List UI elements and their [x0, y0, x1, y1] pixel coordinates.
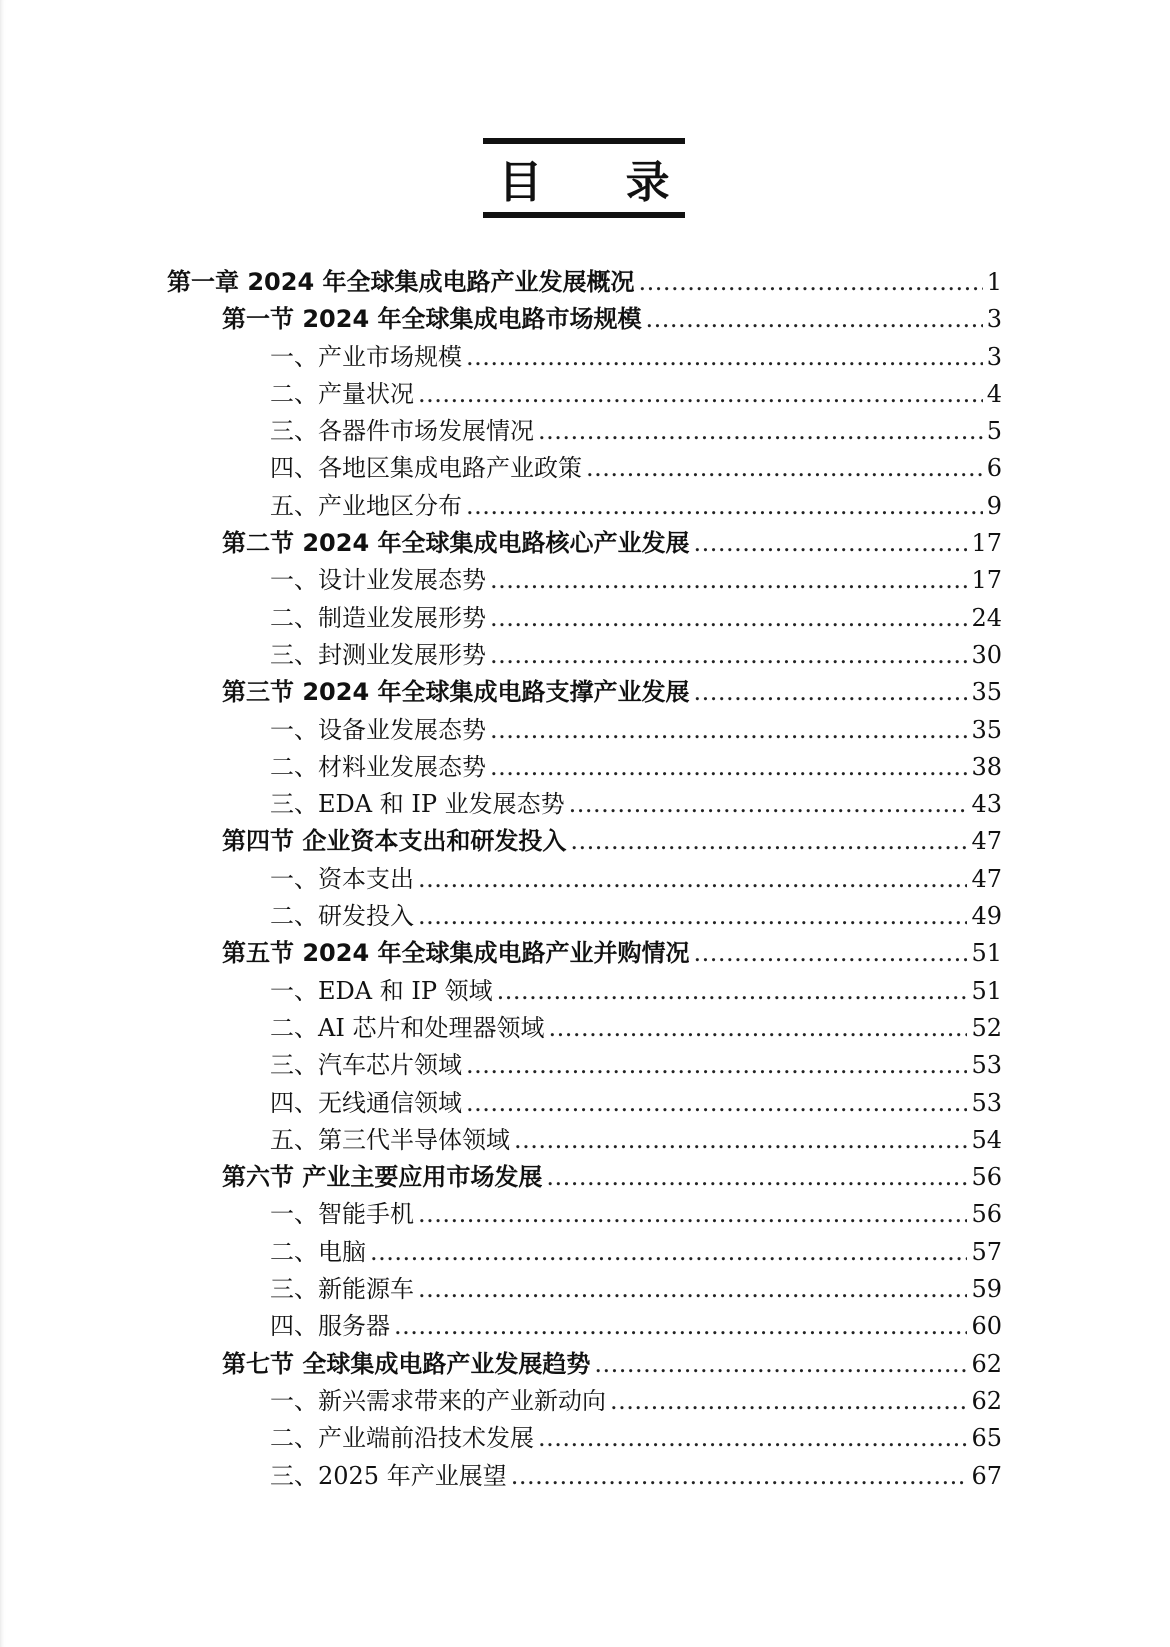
toc-section-entry[interactable]: [167, 674, 1002, 711]
toc-entry-label: 第四节 企业资本支出和研发投入: [222, 827, 567, 856]
dot-leader: [466, 339, 983, 376]
dot-leader: [490, 600, 967, 637]
toc-page-number: 52: [971, 1013, 1002, 1042]
toc-entry-label: 五、产业地区分布: [270, 491, 462, 520]
toc-subsection-entry[interactable]: [167, 861, 1002, 898]
toc-subsection-entry[interactable]: [167, 488, 1002, 525]
toc-entry-label: 一、设备业发展态势: [270, 715, 486, 744]
dot-leader: [514, 1122, 967, 1159]
toc-page-number: 56: [971, 1200, 1002, 1229]
toc-entry-label: 第一节 2024 年全球集成电路市场规模: [222, 305, 642, 334]
toc-subsection-entry[interactable]: [167, 712, 1002, 749]
toc-entry-label: 二、研发投入: [270, 902, 414, 931]
toc-section-entry[interactable]: [167, 301, 1002, 338]
toc-page-number: 65: [971, 1424, 1002, 1453]
toc-section-entry[interactable]: [167, 935, 1002, 972]
dot-leader: [694, 525, 968, 562]
toc-title-box: [483, 138, 704, 218]
toc-entry-label: 二、产业端前沿技术发展: [270, 1424, 534, 1453]
dot-leader: [570, 823, 967, 860]
toc-page-number: 62: [971, 1386, 1002, 1415]
toc-entry-label: 第五节 2024 年全球集成电路产业并购情况: [222, 939, 690, 968]
toc-subsection-entry[interactable]: [167, 1047, 1002, 1084]
dot-leader: [610, 1383, 967, 1420]
toc-page-number: 54: [971, 1125, 1002, 1154]
toc-page-number: 67: [971, 1461, 1002, 1490]
dot-leader: [569, 786, 968, 823]
toc-entry-label: 第六节 产业主要应用市场发展: [222, 1163, 543, 1192]
toc-page-number: 47: [971, 827, 1002, 856]
toc-subsection-entry[interactable]: [167, 450, 1002, 487]
dot-leader: [538, 1420, 967, 1457]
toc-subsection-entry[interactable]: [167, 376, 1002, 413]
toc-entry-label: 一、设计业发展态势: [270, 566, 486, 595]
toc-entry-label: 二、制造业发展形势: [270, 603, 486, 632]
toc-page-number: 17: [971, 566, 1002, 595]
table-of-contents: [167, 264, 1002, 1495]
toc-page-number: 56: [971, 1163, 1002, 1192]
toc-subsection-entry[interactable]: [167, 973, 1002, 1010]
dot-leader: [646, 301, 983, 338]
toc-page-number: 60: [971, 1312, 1002, 1341]
dot-leader: [490, 562, 967, 599]
toc-entry-label: 三、新能源车: [270, 1275, 414, 1304]
toc-section-entry[interactable]: [167, 823, 1002, 860]
toc-page-number: 62: [971, 1349, 1002, 1378]
toc-subsection-entry[interactable]: [167, 1458, 1002, 1495]
toc-entry-label: 三、封测业发展形势: [270, 640, 486, 669]
dot-leader: [466, 1085, 967, 1122]
toc-entry-label: 一、EDA 和 IP 领域: [270, 976, 493, 1005]
toc-subsection-entry[interactable]: [167, 1271, 1002, 1308]
toc-page-number: 51: [971, 976, 1002, 1005]
dot-leader: [490, 749, 967, 786]
toc-subsection-entry[interactable]: [167, 1085, 1002, 1122]
toc-entry-label: 二、AI 芯片和处理器领域: [270, 1013, 545, 1042]
toc-page-number: 1: [986, 268, 1002, 296]
toc-page-number: 35: [971, 715, 1002, 744]
dot-leader: [694, 674, 968, 711]
dot-leader: [418, 376, 983, 413]
toc-entry-label: 一、智能手机: [270, 1200, 414, 1229]
toc-entry-label: 二、材料业发展态势: [270, 752, 486, 781]
toc-page-number: 59: [971, 1275, 1002, 1304]
dot-leader: [466, 1047, 967, 1084]
toc-page-number: 53: [971, 1088, 1002, 1117]
toc-page-number: 17: [971, 529, 1002, 558]
toc-page-number: 24: [971, 603, 1002, 632]
toc-subsection-entry[interactable]: [167, 562, 1002, 599]
toc-entry-label: 第一章 2024 年全球集成电路产业发展概况: [167, 268, 635, 296]
toc-subsection-entry[interactable]: [167, 898, 1002, 935]
toc-subsection-entry[interactable]: [167, 600, 1002, 637]
toc-subsection-entry[interactable]: [167, 339, 1002, 376]
dot-leader: [594, 1346, 967, 1383]
toc-subsection-entry[interactable]: [167, 413, 1002, 450]
toc-entry-label: 三、各器件市场发展情况: [270, 417, 534, 446]
dot-leader: [694, 935, 968, 972]
toc-subsection-entry[interactable]: [167, 1308, 1002, 1345]
toc-entry-label: 四、无线通信领域: [270, 1088, 462, 1117]
toc-page-number: 47: [971, 864, 1002, 893]
toc-subsection-entry[interactable]: [167, 637, 1002, 674]
toc-entry-label: 四、各地区集成电路产业政策: [270, 454, 582, 483]
toc-subsection-entry[interactable]: [167, 1383, 1002, 1420]
toc-entry-label: 三、汽车芯片领域: [270, 1051, 462, 1080]
toc-entry-label: 四、服务器: [270, 1312, 390, 1341]
toc-page-number: 3: [986, 342, 1002, 371]
dot-leader: [548, 1010, 967, 1047]
toc-entry-label: 一、产业市场规模: [270, 342, 462, 371]
toc-entry-label: 二、产量状况: [270, 379, 414, 408]
toc-entry-label: 一、新兴需求带来的产业新动向: [270, 1386, 606, 1415]
toc-entry-label: 第七节 全球集成电路产业发展趋势: [222, 1349, 591, 1378]
toc-subsection-entry[interactable]: [167, 749, 1002, 786]
toc-page-number: 4: [986, 379, 1002, 408]
toc-entry-label: 三、2025 年产业展望: [270, 1461, 507, 1490]
toc-subsection-entry[interactable]: [167, 1010, 1002, 1047]
dot-leader: [418, 861, 967, 898]
toc-page-number: 49: [971, 902, 1002, 931]
toc-subsection-entry[interactable]: [167, 1420, 1002, 1457]
dot-leader: [466, 488, 983, 525]
dot-leader: [490, 712, 967, 749]
toc-page-number: 6: [986, 454, 1002, 483]
dot-leader: [490, 637, 967, 674]
toc-page-number: 38: [971, 752, 1002, 781]
toc-page-number: 5: [986, 417, 1002, 446]
toc-page-number: 3: [986, 305, 1002, 334]
toc-subsection-entry[interactable]: [167, 1196, 1002, 1233]
dot-leader: [394, 1308, 967, 1345]
dot-leader: [497, 973, 968, 1010]
toc-page-number: 51: [971, 939, 1002, 968]
dot-leader: [511, 1458, 968, 1495]
toc-section-entry[interactable]: [167, 1159, 1002, 1196]
dot-leader: [418, 898, 967, 935]
toc-entry-label: 五、第三代半导体领域: [270, 1125, 510, 1154]
toc-subsection-entry[interactable]: [167, 786, 1002, 823]
toc-page-number: 30: [971, 640, 1002, 669]
toc-chapter-entry[interactable]: [167, 264, 1002, 301]
toc-section-entry[interactable]: [167, 1346, 1002, 1383]
toc-page-number: 53: [971, 1051, 1002, 1080]
toc-subsection-entry[interactable]: [167, 1122, 1002, 1159]
toc-entry-label: 第二节 2024 年全球集成电路核心产业发展: [222, 529, 690, 558]
toc-section-entry[interactable]: [167, 525, 1002, 562]
dot-leader: [418, 1271, 967, 1308]
dot-leader: [370, 1234, 967, 1271]
toc-page-number: 9: [986, 491, 1002, 520]
dot-leader: [546, 1159, 967, 1196]
toc-entry-label: 一、资本支出: [270, 864, 414, 893]
toc-entry-label: 二、电脑: [270, 1237, 366, 1266]
toc-page-number: 35: [971, 678, 1002, 707]
toc-page-number: 57: [971, 1237, 1002, 1266]
toc-page-number: 43: [971, 790, 1002, 819]
dot-leader: [586, 450, 983, 487]
dot-leader: [538, 413, 983, 450]
dot-leader: [418, 1196, 967, 1233]
toc-title: 目 录: [498, 157, 704, 208]
toc-entry-label: 三、EDA 和 IP 业发展态势: [270, 790, 565, 819]
toc-subsection-entry[interactable]: [167, 1234, 1002, 1271]
dot-leader: [639, 264, 983, 301]
toc-entry-label: 第三节 2024 年全球集成电路支撑产业发展: [222, 678, 690, 707]
